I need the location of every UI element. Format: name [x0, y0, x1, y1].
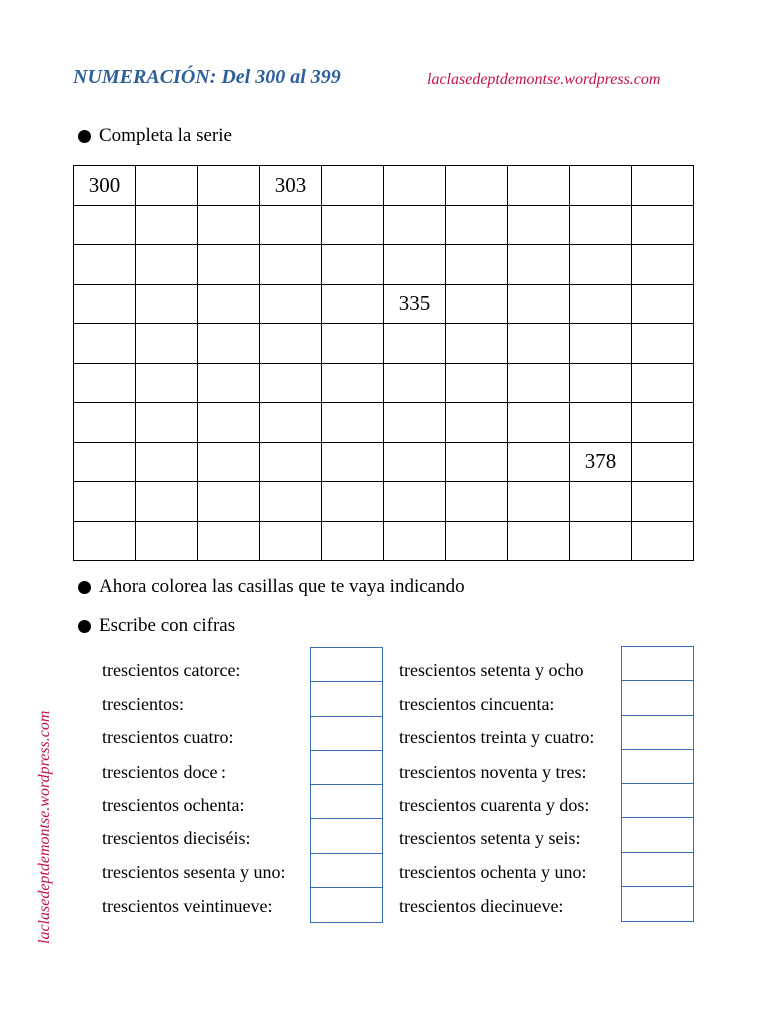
- grid-cell[interactable]: [260, 403, 322, 443]
- grid-cell[interactable]: [508, 442, 570, 482]
- grid-cell[interactable]: [508, 205, 570, 245]
- grid-cell[interactable]: [446, 363, 508, 403]
- answer-box[interactable]: [622, 647, 693, 681]
- bullet-icon: [78, 130, 91, 143]
- word-label-left: trescientos:: [102, 694, 184, 714]
- instruction-write-text: Escribe con cifras: [99, 615, 236, 636]
- grid-cell[interactable]: [198, 205, 260, 245]
- grid-cell[interactable]: [322, 324, 384, 364]
- word-label-left: trescientos catorce:: [102, 660, 241, 680]
- grid-cell[interactable]: [508, 284, 570, 324]
- grid-row: [74, 403, 694, 443]
- grid-cell[interactable]: [508, 324, 570, 364]
- grid-cell[interactable]: [632, 482, 694, 522]
- answer-box[interactable]: [622, 853, 693, 887]
- answer-column-right: [621, 646, 694, 922]
- grid-cell[interactable]: [260, 284, 322, 324]
- grid-cell[interactable]: [198, 324, 260, 364]
- grid-cell[interactable]: [570, 284, 632, 324]
- grid-cell[interactable]: [632, 205, 694, 245]
- grid-cell[interactable]: [632, 521, 694, 561]
- grid-cell[interactable]: [570, 403, 632, 443]
- site-url-header: laclasedeptdemontse.wordpress.com: [427, 71, 661, 88]
- grid-cell[interactable]: [632, 284, 694, 324]
- number-grid: [73, 165, 694, 561]
- grid-cell[interactable]: [632, 363, 694, 403]
- grid-cell[interactable]: [446, 166, 508, 206]
- grid-cell[interactable]: [384, 245, 446, 285]
- grid-cell[interactable]: [322, 205, 384, 245]
- grid-cell[interactable]: [446, 324, 508, 364]
- grid-cell[interactable]: [384, 482, 446, 522]
- grid-cell[interactable]: [384, 363, 446, 403]
- grid-cell[interactable]: [198, 166, 260, 206]
- grid-cell[interactable]: [632, 442, 694, 482]
- grid-cell[interactable]: [570, 363, 632, 403]
- grid-cell[interactable]: [446, 521, 508, 561]
- grid-cell[interactable]: [260, 442, 322, 482]
- answer-box[interactable]: [622, 887, 693, 921]
- instruction-write: [78, 615, 235, 637]
- grid-cell[interactable]: [570, 166, 632, 206]
- word-label-left: trescientos sesenta y uno:: [102, 862, 286, 882]
- grid-cell[interactable]: [384, 521, 446, 561]
- grid-cell[interactable]: [508, 363, 570, 403]
- grid-cell[interactable]: [198, 442, 260, 482]
- word-label-right: trescientos cuarenta y dos:: [399, 795, 590, 815]
- answer-box[interactable]: [311, 682, 382, 716]
- instruction-complete-text: Completa la serie: [99, 125, 232, 146]
- grid-cell[interactable]: [508, 166, 570, 206]
- grid-cell[interactable]: [198, 363, 260, 403]
- grid-row: [74, 284, 694, 324]
- grid-cell[interactable]: [508, 482, 570, 522]
- grid-cell[interactable]: [136, 324, 198, 364]
- grid-cell[interactable]: [260, 521, 322, 561]
- grid-cell[interactable]: [260, 363, 322, 403]
- grid-cell[interactable]: [570, 521, 632, 561]
- grid-cell[interactable]: [74, 521, 136, 561]
- grid-cell[interactable]: [322, 482, 384, 522]
- grid-row: [74, 324, 694, 364]
- grid-cell[interactable]: [384, 403, 446, 443]
- instruction-color: [78, 576, 465, 598]
- word-label-right: trescientos cincuenta:: [399, 694, 555, 714]
- grid-cell[interactable]: [322, 245, 384, 285]
- grid-cell[interactable]: [508, 245, 570, 285]
- grid-cell[interactable]: [136, 363, 198, 403]
- grid-cell[interactable]: 378: [570, 442, 632, 482]
- grid-row: [74, 205, 694, 245]
- answer-box[interactable]: [622, 750, 693, 784]
- grid-cell[interactable]: [74, 245, 136, 285]
- grid-cell[interactable]: [74, 205, 136, 245]
- answer-column-left: [310, 647, 383, 923]
- grid-cell[interactable]: [384, 166, 446, 206]
- grid-row: [74, 442, 694, 482]
- grid-cell[interactable]: [198, 521, 260, 561]
- grid-cell[interactable]: [446, 442, 508, 482]
- grid-cell[interactable]: [322, 403, 384, 443]
- grid-cell[interactable]: [136, 166, 198, 206]
- grid-cell[interactable]: [632, 403, 694, 443]
- grid-cell[interactable]: [136, 284, 198, 324]
- grid-row: [74, 363, 694, 403]
- grid-cell[interactable]: [570, 205, 632, 245]
- answer-box[interactable]: [311, 888, 382, 922]
- grid-cell[interactable]: [260, 205, 322, 245]
- grid-cell[interactable]: [136, 482, 198, 522]
- grid-cell[interactable]: [632, 166, 694, 206]
- bullet-icon: [78, 620, 91, 633]
- grid-row: [74, 482, 694, 522]
- grid-cell[interactable]: [446, 284, 508, 324]
- grid-row: [74, 245, 694, 285]
- word-label-right: trescientos treinta y cuatro:: [399, 727, 595, 747]
- grid-cell[interactable]: 335: [384, 284, 446, 324]
- bullet-icon: [78, 581, 91, 594]
- grid-cell[interactable]: [446, 482, 508, 522]
- answer-box[interactable]: [622, 784, 693, 818]
- grid-cell[interactable]: [322, 166, 384, 206]
- grid-cell[interactable]: [136, 205, 198, 245]
- grid-cell[interactable]: [74, 324, 136, 364]
- answer-box[interactable]: [311, 854, 382, 888]
- site-url-side: laclasedeptdemontse.wordpress.com: [36, 710, 53, 944]
- grid-cell[interactable]: [322, 363, 384, 403]
- answer-box[interactable]: [311, 717, 382, 751]
- grid-cell[interactable]: 303: [260, 166, 322, 206]
- answer-box[interactable]: [622, 681, 693, 715]
- grid-cell[interactable]: [384, 205, 446, 245]
- instruction-color-text: Ahora colorea las casillas que te vaya indicando: [99, 576, 465, 597]
- word-label-left: trescientos dieciséis:: [102, 828, 251, 848]
- grid-cell[interactable]: [74, 403, 136, 443]
- grid-cell[interactable]: [322, 284, 384, 324]
- grid-cell[interactable]: [570, 482, 632, 522]
- page-title: NUMERACIÓN: Del 300 al 399: [73, 66, 341, 88]
- grid-cell[interactable]: [384, 442, 446, 482]
- grid-cell[interactable]: [260, 245, 322, 285]
- grid-cell[interactable]: [322, 442, 384, 482]
- grid-cell[interactable]: [446, 403, 508, 443]
- word-label-right: trescientos ochenta y uno:: [399, 862, 587, 882]
- grid-cell[interactable]: [632, 245, 694, 285]
- grid-cell[interactable]: [446, 245, 508, 285]
- grid-row: [74, 166, 694, 206]
- answer-box[interactable]: [311, 648, 382, 682]
- grid-cell[interactable]: [74, 284, 136, 324]
- answer-box[interactable]: [622, 818, 693, 852]
- grid-cell[interactable]: [322, 521, 384, 561]
- grid-cell[interactable]: [74, 442, 136, 482]
- grid-cell[interactable]: [198, 245, 260, 285]
- grid-cell[interactable]: [446, 205, 508, 245]
- word-label-left: trescientos ochenta:: [102, 795, 245, 815]
- word-label-left: trescientos doce :: [102, 762, 227, 782]
- grid-cell[interactable]: [384, 324, 446, 364]
- answer-box[interactable]: [622, 716, 693, 750]
- instruction-complete: [78, 125, 232, 147]
- word-label-left: trescientos cuatro:: [102, 727, 234, 747]
- grid-cell[interactable]: [508, 521, 570, 561]
- grid-cell[interactable]: [508, 403, 570, 443]
- grid-cell[interactable]: 300: [74, 166, 136, 206]
- grid-cell[interactable]: [136, 442, 198, 482]
- grid-cell[interactable]: [570, 245, 632, 285]
- grid-cell[interactable]: [198, 403, 260, 443]
- word-label-right: trescientos noventa y tres:: [399, 762, 587, 782]
- word-label-right: trescientos diecinueve:: [399, 896, 564, 916]
- answer-box[interactable]: [311, 751, 382, 785]
- grid-cell[interactable]: [632, 324, 694, 364]
- answer-box[interactable]: [311, 819, 382, 853]
- grid-cell[interactable]: [260, 324, 322, 364]
- grid-cell[interactable]: [136, 521, 198, 561]
- grid-cell[interactable]: [260, 482, 322, 522]
- word-label-left: trescientos veintinueve:: [102, 896, 273, 916]
- grid-cell[interactable]: [74, 482, 136, 522]
- grid-cell[interactable]: [198, 284, 260, 324]
- grid-cell[interactable]: [74, 363, 136, 403]
- word-label-right: trescientos setenta y seis:: [399, 828, 581, 848]
- grid-cell[interactable]: [198, 482, 260, 522]
- word-label-right: trescientos setenta y ocho: [399, 660, 584, 680]
- grid-cell[interactable]: [136, 245, 198, 285]
- grid-cell[interactable]: [136, 403, 198, 443]
- grid-cell[interactable]: [570, 324, 632, 364]
- grid-row: [74, 521, 694, 561]
- answer-box[interactable]: [311, 785, 382, 819]
